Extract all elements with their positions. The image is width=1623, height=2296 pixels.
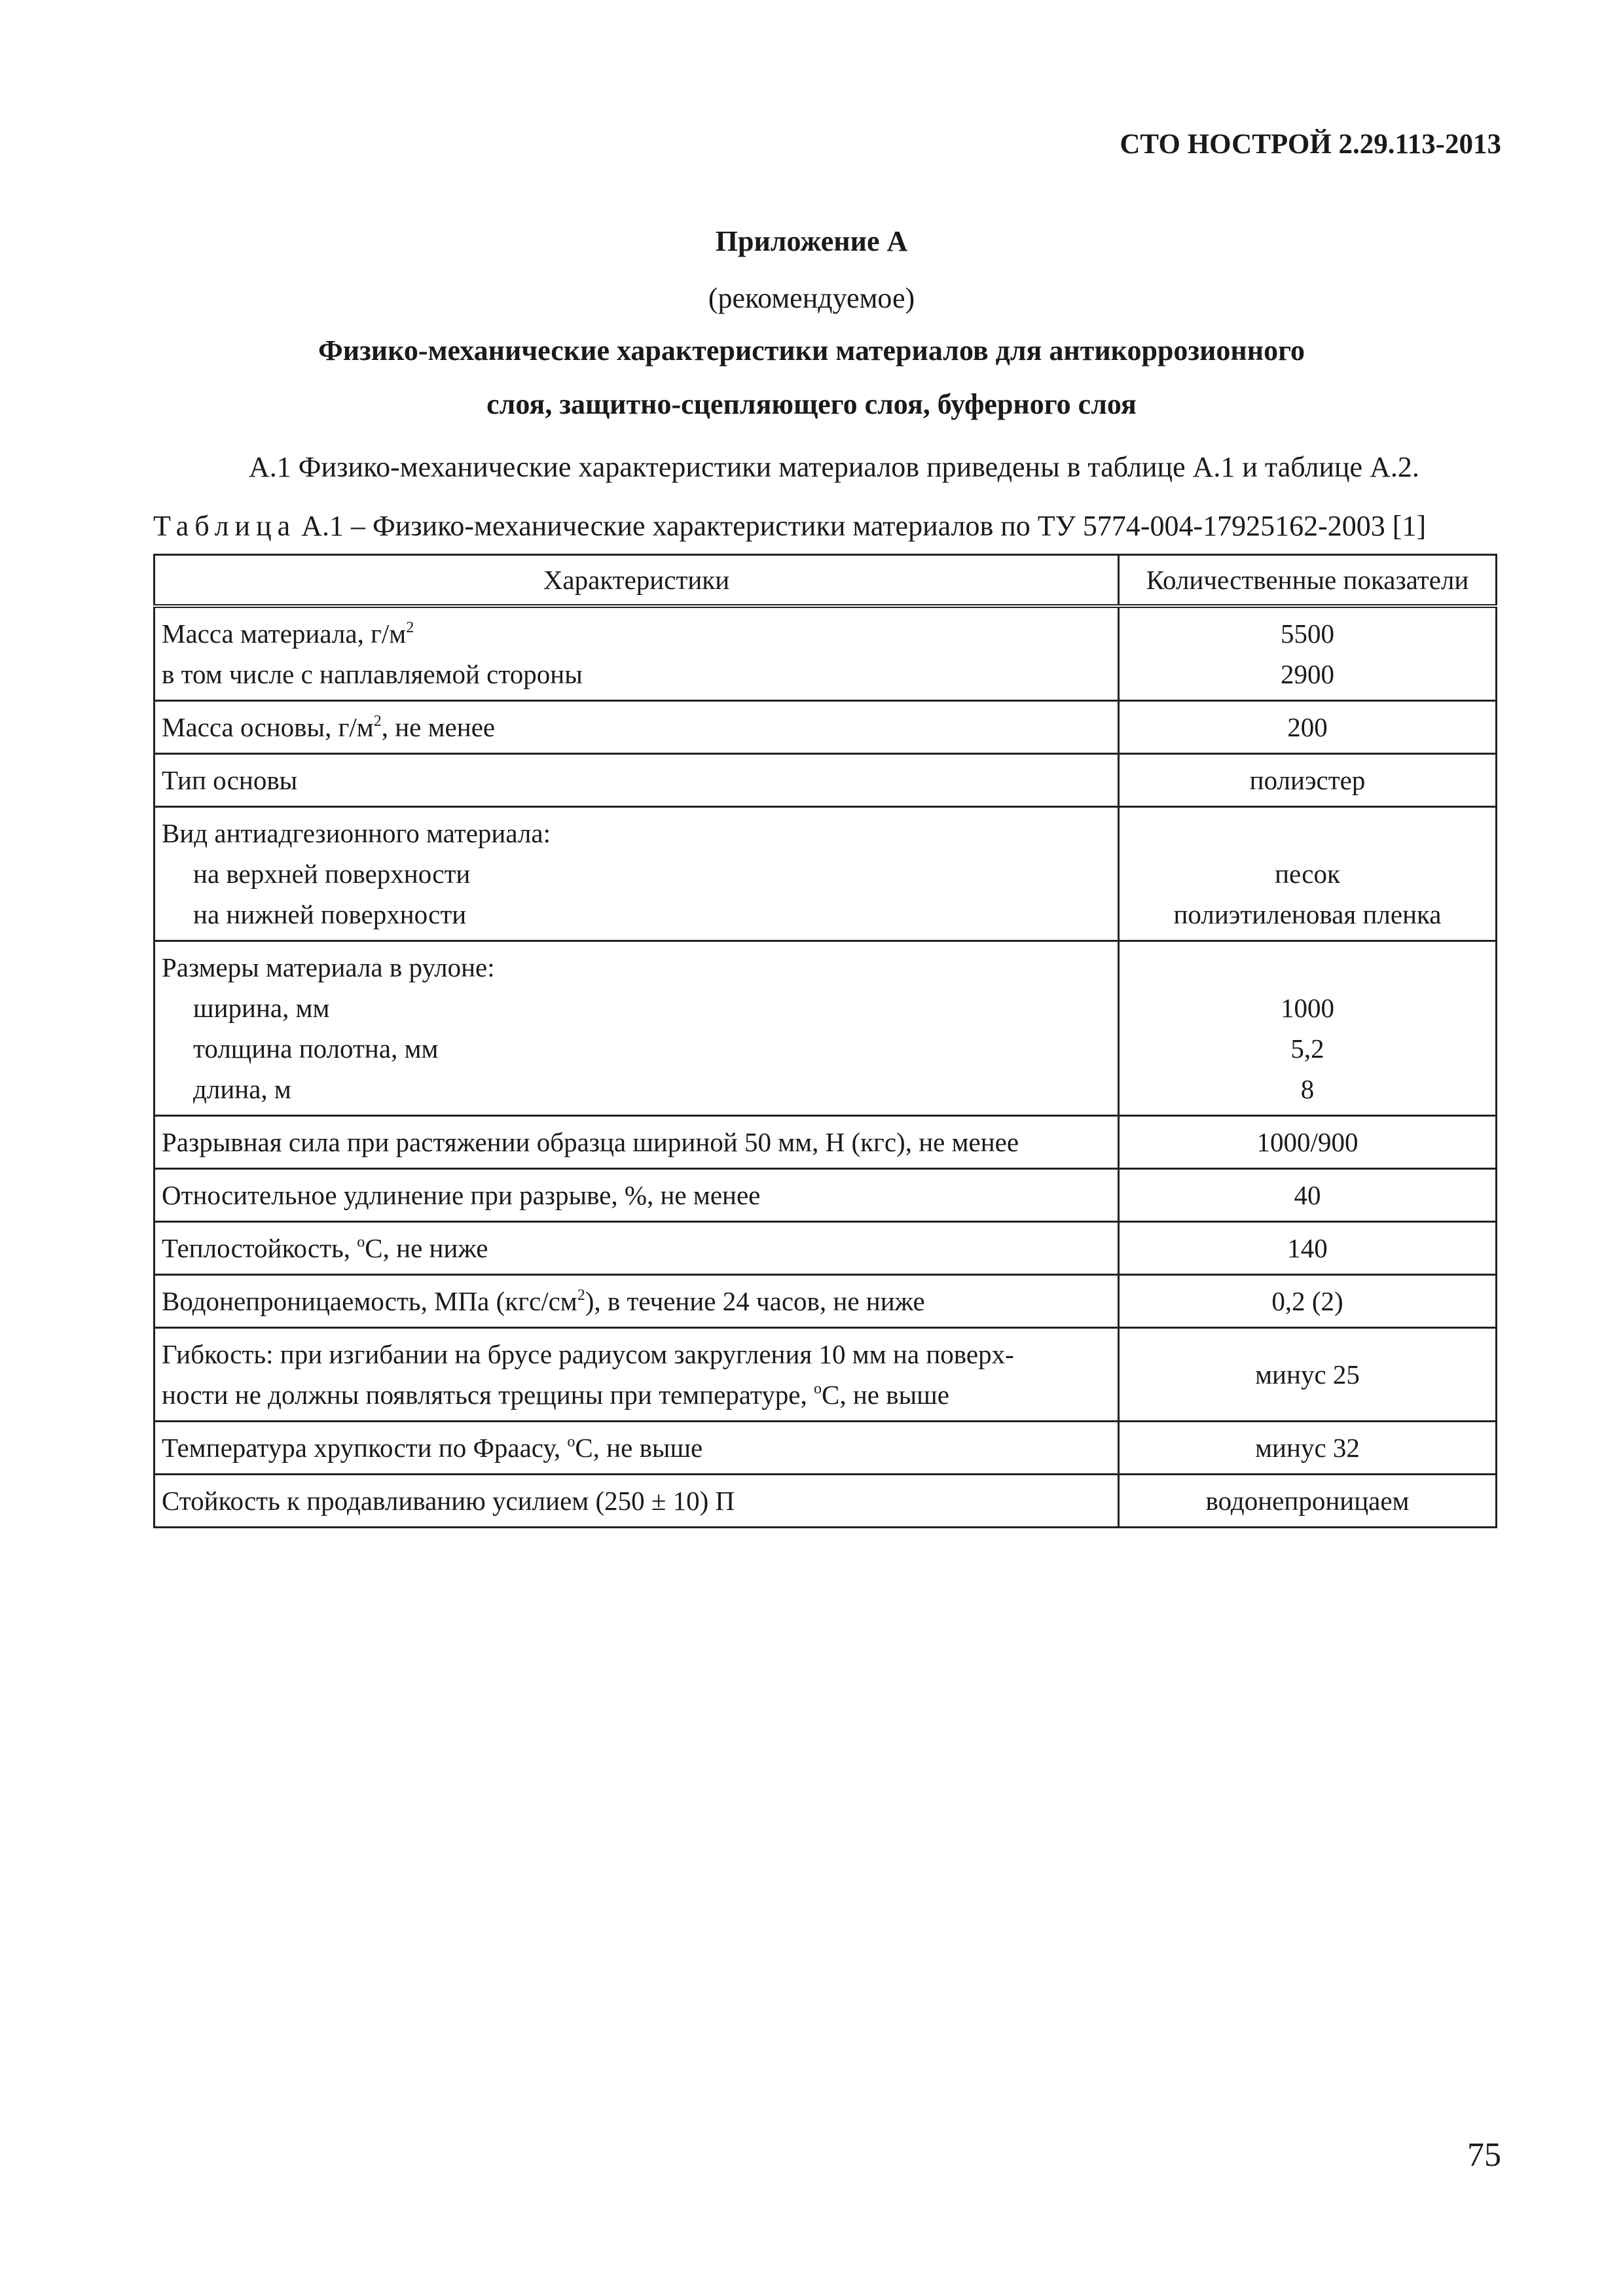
row-value: песок полиэтиленовая пленка bbox=[1119, 807, 1497, 941]
page-number: 75 bbox=[1467, 2136, 1501, 2174]
row-value: полиэстер bbox=[1119, 754, 1497, 807]
row-value: 1000/900 bbox=[1119, 1116, 1497, 1169]
table-row bbox=[155, 941, 1497, 1116]
row-label: Тип основы bbox=[155, 754, 1119, 807]
table-caption bbox=[153, 509, 1501, 543]
superscript: 2 bbox=[577, 1287, 585, 1304]
row-value bbox=[1119, 606, 1497, 701]
table-row bbox=[155, 701, 1497, 754]
row-value: 40 bbox=[1119, 1169, 1497, 1222]
table-row bbox=[155, 1169, 1497, 1222]
table-row bbox=[155, 1275, 1497, 1328]
header-values: Количественные показатели bbox=[1119, 555, 1497, 607]
row-value: водонепроницаем bbox=[1119, 1475, 1497, 1528]
table-row bbox=[155, 1328, 1497, 1422]
row-label: Гибкость: при изгибании на брусе радиусом закругления 10 мм на поверх- ности не должны появляться трещины при температуре, $^о$С, не выше bbox=[155, 1328, 1119, 1422]
table-row bbox=[155, 1116, 1497, 1169]
row-label: Водонепроницаемость, МПа $(кгс/см^2)$, в течение 24 часов, не ниже bbox=[155, 1275, 1119, 1328]
row-label: Масса основы, $г/м^2$, не менее bbox=[155, 701, 1119, 754]
table-row bbox=[155, 1422, 1497, 1475]
degree-superscript: о bbox=[814, 1380, 822, 1397]
table-row bbox=[155, 1475, 1497, 1528]
row-value-text: 2900 bbox=[1281, 659, 1334, 689]
caption-label: Таблица bbox=[153, 510, 297, 542]
row-label: Размеры материала в рулоне: ширина, мм толщина полотна, мм длина, м bbox=[155, 941, 1119, 1116]
row-label-text: Масса материала, г/м bbox=[162, 619, 407, 649]
row-label-text: в том числе с наплавляемой стороны bbox=[162, 659, 583, 689]
appendix-heading-line2: слоя, защитно-сцепляющего слоя, буферного слоя bbox=[486, 388, 1137, 420]
row-label: Теплостойкость, $^о$С, не ниже bbox=[155, 1222, 1119, 1275]
header-characteristics: Характеристики bbox=[155, 555, 1119, 607]
degree-superscript: о bbox=[357, 1234, 365, 1251]
table-header-row bbox=[155, 555, 1497, 607]
table-row bbox=[155, 754, 1497, 807]
table-row bbox=[155, 807, 1497, 941]
row-label: Стойкость к продавливанию усилием (250 ± 10) П bbox=[155, 1475, 1119, 1528]
row-label: Относительное удлинение при разрыве, %, не менее bbox=[155, 1169, 1119, 1222]
caption-text: А.1 – Физико-механические характеристики материалов по ТУ 5774-004-17925162-2003 [1] bbox=[301, 510, 1427, 542]
row-label bbox=[155, 606, 1119, 701]
table-row bbox=[155, 606, 1497, 701]
document-code: СТО НОСТРОЙ 2.29.113-2013 bbox=[1120, 129, 1501, 160]
row-value: 200 bbox=[1119, 701, 1497, 754]
degree-superscript: о bbox=[567, 1433, 575, 1450]
row-value: минус 25 bbox=[1119, 1328, 1497, 1422]
row-value-text: 5500 bbox=[1281, 619, 1334, 649]
row-value: 0,2 (2) bbox=[1119, 1275, 1497, 1328]
appendix-title: Приложение А bbox=[715, 225, 908, 257]
table-row bbox=[155, 1222, 1497, 1275]
intro-paragraph: А.1 Физико-механические характеристики материалов приведены в таблице А.1 и таблице А.2. bbox=[249, 451, 1419, 483]
row-value: 1000 5,2 8 bbox=[1119, 941, 1497, 1116]
row-value: 140 bbox=[1119, 1222, 1497, 1275]
row-label: Вид антиадгезионного материала: на верхней поверхности на нижней поверхности bbox=[155, 807, 1119, 941]
row-label: Температура хрупкости по Фраасу, $^о$С, не выше bbox=[155, 1422, 1119, 1475]
superscript: 2 bbox=[373, 713, 382, 730]
specs-table bbox=[153, 554, 1497, 1528]
row-label: Разрывная сила при растяжении образца шириной 50 мм, Н (кгс), не менее bbox=[155, 1116, 1119, 1169]
appendix-heading-line1: Физико-механические характеристики материалов для антикоррозионного bbox=[318, 334, 1305, 367]
superscript: 2 bbox=[406, 619, 414, 636]
row-value: минус 32 bbox=[1119, 1422, 1497, 1475]
appendix-subtitle: (рекомендуемое) bbox=[708, 282, 915, 314]
